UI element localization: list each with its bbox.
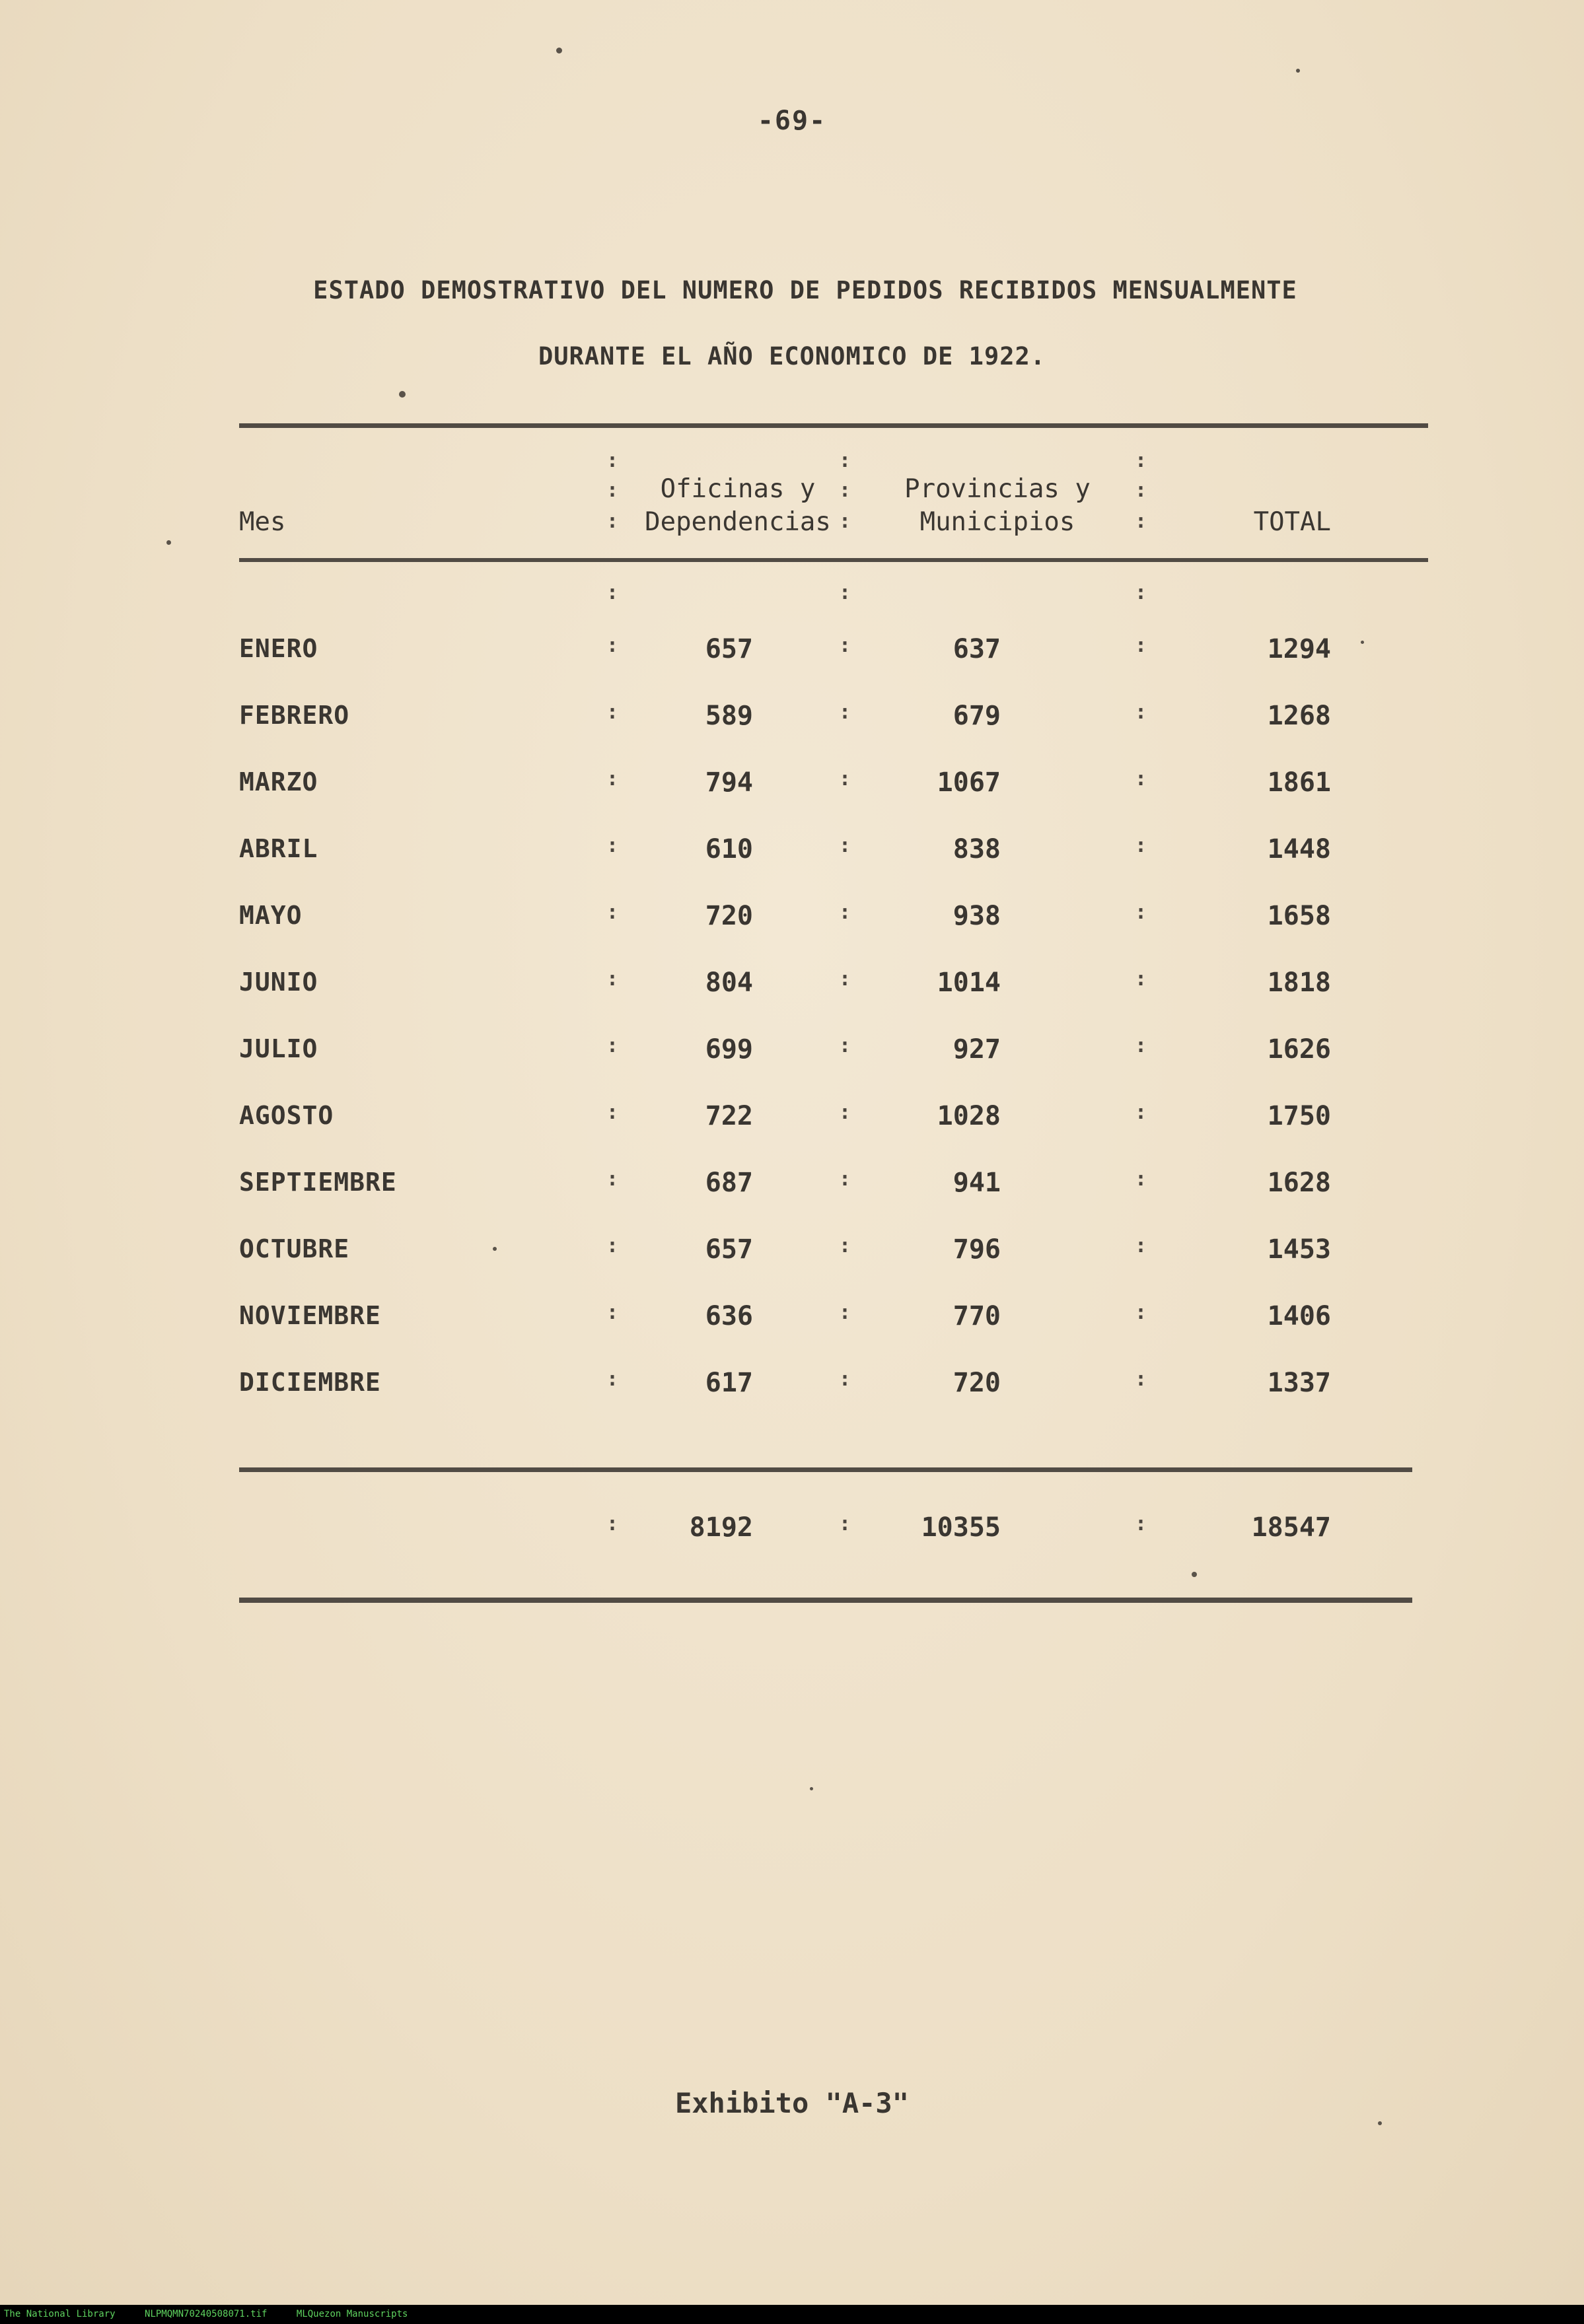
table-row — [0, 901, 1584, 954]
column-separator: : — [1135, 449, 1147, 472]
month-cell: ENERO — [239, 634, 318, 663]
total-cell: 1337 — [1267, 1368, 1331, 1398]
totals-bottom-rule — [239, 1598, 1412, 1603]
provincias-cell: 637 — [953, 634, 1001, 664]
total-cell: 1294 — [1267, 634, 1331, 664]
column-separator: : — [606, 510, 619, 533]
provincias-cell: 838 — [953, 834, 1001, 864]
column-separator: : — [606, 1168, 619, 1191]
column-separator: : — [606, 1512, 619, 1535]
provincias-cell: 796 — [953, 1234, 1001, 1265]
column-separator: : — [839, 1101, 851, 1124]
paper-speck — [810, 1787, 813, 1790]
total-cell: 1861 — [1267, 767, 1331, 798]
column-separator: : — [606, 479, 619, 502]
paper-speck — [399, 391, 406, 398]
month-cell: ABRIL — [239, 834, 318, 863]
footer-library: The National Library — [4, 2309, 116, 2319]
column-separator: : — [606, 634, 619, 657]
column-separator: : — [1135, 834, 1147, 857]
oficinas-cell: 589 — [705, 701, 753, 731]
column-separator: : — [1135, 1301, 1147, 1324]
title-line-1: ESTADO DEMOSTRATIVO DEL NUMERO DE PEDIDOS RECIBIDOS MENSUALMENTE — [313, 276, 1297, 304]
column-separator: : — [839, 701, 851, 724]
column-separator: : — [606, 1101, 619, 1124]
table-top-rule — [239, 423, 1428, 428]
column-separator: : — [1135, 1168, 1147, 1191]
total-cell: 1750 — [1267, 1101, 1331, 1131]
total-cell: 1406 — [1267, 1301, 1331, 1331]
paper-speck — [1361, 641, 1364, 644]
oficinas-cell: 657 — [705, 634, 753, 664]
grand-total: 18547 — [1251, 1512, 1331, 1543]
month-cell: JULIO — [239, 1034, 318, 1063]
month-cell: OCTUBRE — [239, 1234, 350, 1263]
column-separator: : — [606, 834, 619, 857]
column-separator: : — [839, 1034, 851, 1057]
table-header — [0, 449, 1584, 555]
oficinas-cell: 699 — [705, 1034, 753, 1065]
page-number: -69- — [757, 106, 827, 136]
oficinas-cell: 687 — [705, 1168, 753, 1198]
table-row — [0, 701, 1584, 754]
column-separator: : — [1135, 968, 1147, 991]
table-row — [0, 634, 1584, 687]
header-mes: Mes — [239, 507, 286, 537]
column-separator: : — [606, 1234, 619, 1257]
total-cell: 1626 — [1267, 1034, 1331, 1065]
column-separator: : — [839, 1368, 851, 1391]
month-cell: FEBRERO — [239, 701, 350, 730]
provincias-cell: 770 — [953, 1301, 1001, 1331]
table-row — [0, 767, 1584, 820]
total-cell: 1658 — [1267, 901, 1331, 931]
provincias-cell: 927 — [953, 1034, 1001, 1065]
oficinas-cell: 610 — [705, 834, 753, 864]
table-row — [0, 834, 1584, 887]
column-separator: : — [839, 581, 851, 604]
total-cell: 1268 — [1267, 701, 1331, 731]
column-separator: : — [839, 1301, 851, 1324]
oficinas-cell: 636 — [705, 1301, 753, 1331]
column-separator: : — [839, 1512, 851, 1535]
oficinas-cell: 657 — [705, 1234, 753, 1265]
provincias-cell: 941 — [953, 1168, 1001, 1198]
month-cell: SEPTIEMBRE — [239, 1168, 397, 1197]
provincias-cell: 1014 — [937, 968, 1001, 998]
header-total: TOTAL — [1253, 507, 1331, 537]
paper-speck — [556, 48, 562, 53]
month-cell: NOVIEMBRE — [239, 1301, 381, 1330]
provincias-cell: 720 — [953, 1368, 1001, 1398]
month-cell: MAYO — [239, 901, 303, 930]
header-oficinas-line2: Dependencias — [645, 507, 831, 537]
column-separator: : — [1135, 1234, 1147, 1257]
oficinas-cell: 794 — [705, 767, 753, 798]
column-separator: : — [606, 1301, 619, 1324]
table-row — [0, 1101, 1584, 1154]
month-cell: JUNIO — [239, 968, 318, 997]
column-separator: : — [606, 1034, 619, 1057]
provincias-cell: 1067 — [937, 767, 1001, 798]
column-separator: : — [606, 767, 619, 791]
footer-collection: MLQuezon Manuscripts — [296, 2309, 408, 2319]
column-separator: : — [1135, 1101, 1147, 1124]
column-separator: : — [1135, 1368, 1147, 1391]
column-separator: : — [1135, 510, 1147, 533]
column-separator: : — [839, 479, 851, 502]
header-oficinas — [635, 473, 840, 539]
provincias-total: 10355 — [921, 1512, 1001, 1543]
column-separator: : — [839, 767, 851, 791]
oficinas-cell: 720 — [705, 901, 753, 931]
provincias-cell: 679 — [953, 701, 1001, 731]
table-row — [0, 968, 1584, 1020]
column-separator: : — [839, 449, 851, 472]
paper-speck — [166, 540, 171, 545]
column-separator: : — [839, 634, 851, 657]
column-separator: : — [839, 968, 851, 991]
totals-top-rule — [239, 1467, 1412, 1472]
provincias-cell: 938 — [953, 901, 1001, 931]
column-separator: : — [839, 901, 851, 924]
month-cell: DICIEMBRE — [239, 1368, 381, 1397]
column-separator: : — [1135, 581, 1147, 604]
provincias-cell: 1028 — [937, 1101, 1001, 1131]
table-row — [0, 1168, 1584, 1220]
column-separator: : — [1135, 901, 1147, 924]
column-separator: : — [1135, 479, 1147, 502]
column-separator: : — [606, 1368, 619, 1391]
column-separator: : — [839, 510, 851, 533]
oficinas-cell: 617 — [705, 1368, 753, 1398]
table-row — [0, 1368, 1584, 1421]
column-separator: : — [606, 449, 619, 472]
column-separator: : — [839, 1168, 851, 1191]
title-line-2: DURANTE EL AÑO ECONOMICO DE 1922. — [538, 342, 1046, 370]
total-cell: 1453 — [1267, 1234, 1331, 1265]
column-separator: : — [1135, 1034, 1147, 1057]
column-separator: : — [839, 1234, 851, 1257]
paper-speck — [493, 1247, 497, 1251]
total-cell: 1818 — [1267, 968, 1331, 998]
month-cell: AGOSTO — [239, 1101, 334, 1130]
total-cell: 1448 — [1267, 834, 1331, 864]
header-oficinas-line1: Oficinas y — [660, 474, 816, 504]
paper-speck — [1378, 2121, 1382, 2125]
column-separator: : — [606, 968, 619, 991]
column-separator: : — [1135, 1512, 1147, 1535]
exhibit-label: Exhibito "A-3" — [674, 2087, 909, 2119]
paper-speck — [1296, 69, 1300, 73]
oficinas-total: 8192 — [689, 1512, 753, 1543]
column-separator: : — [1135, 634, 1147, 657]
header-provincias — [892, 473, 1103, 539]
table-row — [0, 1234, 1584, 1287]
header-provincias-line1: Provincias y — [904, 474, 1091, 504]
oficinas-cell: 804 — [705, 968, 753, 998]
column-separator: : — [606, 901, 619, 924]
paper-speck — [1192, 1572, 1197, 1577]
totals-row — [0, 1512, 1584, 1565]
scan-footer-bar — [0, 2305, 1584, 2324]
table-row — [0, 1034, 1584, 1087]
oficinas-cell: 722 — [705, 1101, 753, 1131]
footer-file: NLPMQMN70240508071.tif — [145, 2309, 268, 2319]
column-separator: : — [606, 581, 619, 604]
column-separator: : — [606, 701, 619, 724]
total-cell: 1628 — [1267, 1168, 1331, 1198]
column-separator: : — [839, 834, 851, 857]
header-provincias-line2: Municipios — [919, 507, 1075, 537]
month-cell: MARZO — [239, 767, 318, 796]
column-separator: : — [1135, 767, 1147, 791]
header-bottom-rule — [239, 558, 1428, 562]
table-row — [0, 1301, 1584, 1354]
column-separator: : — [1135, 701, 1147, 724]
